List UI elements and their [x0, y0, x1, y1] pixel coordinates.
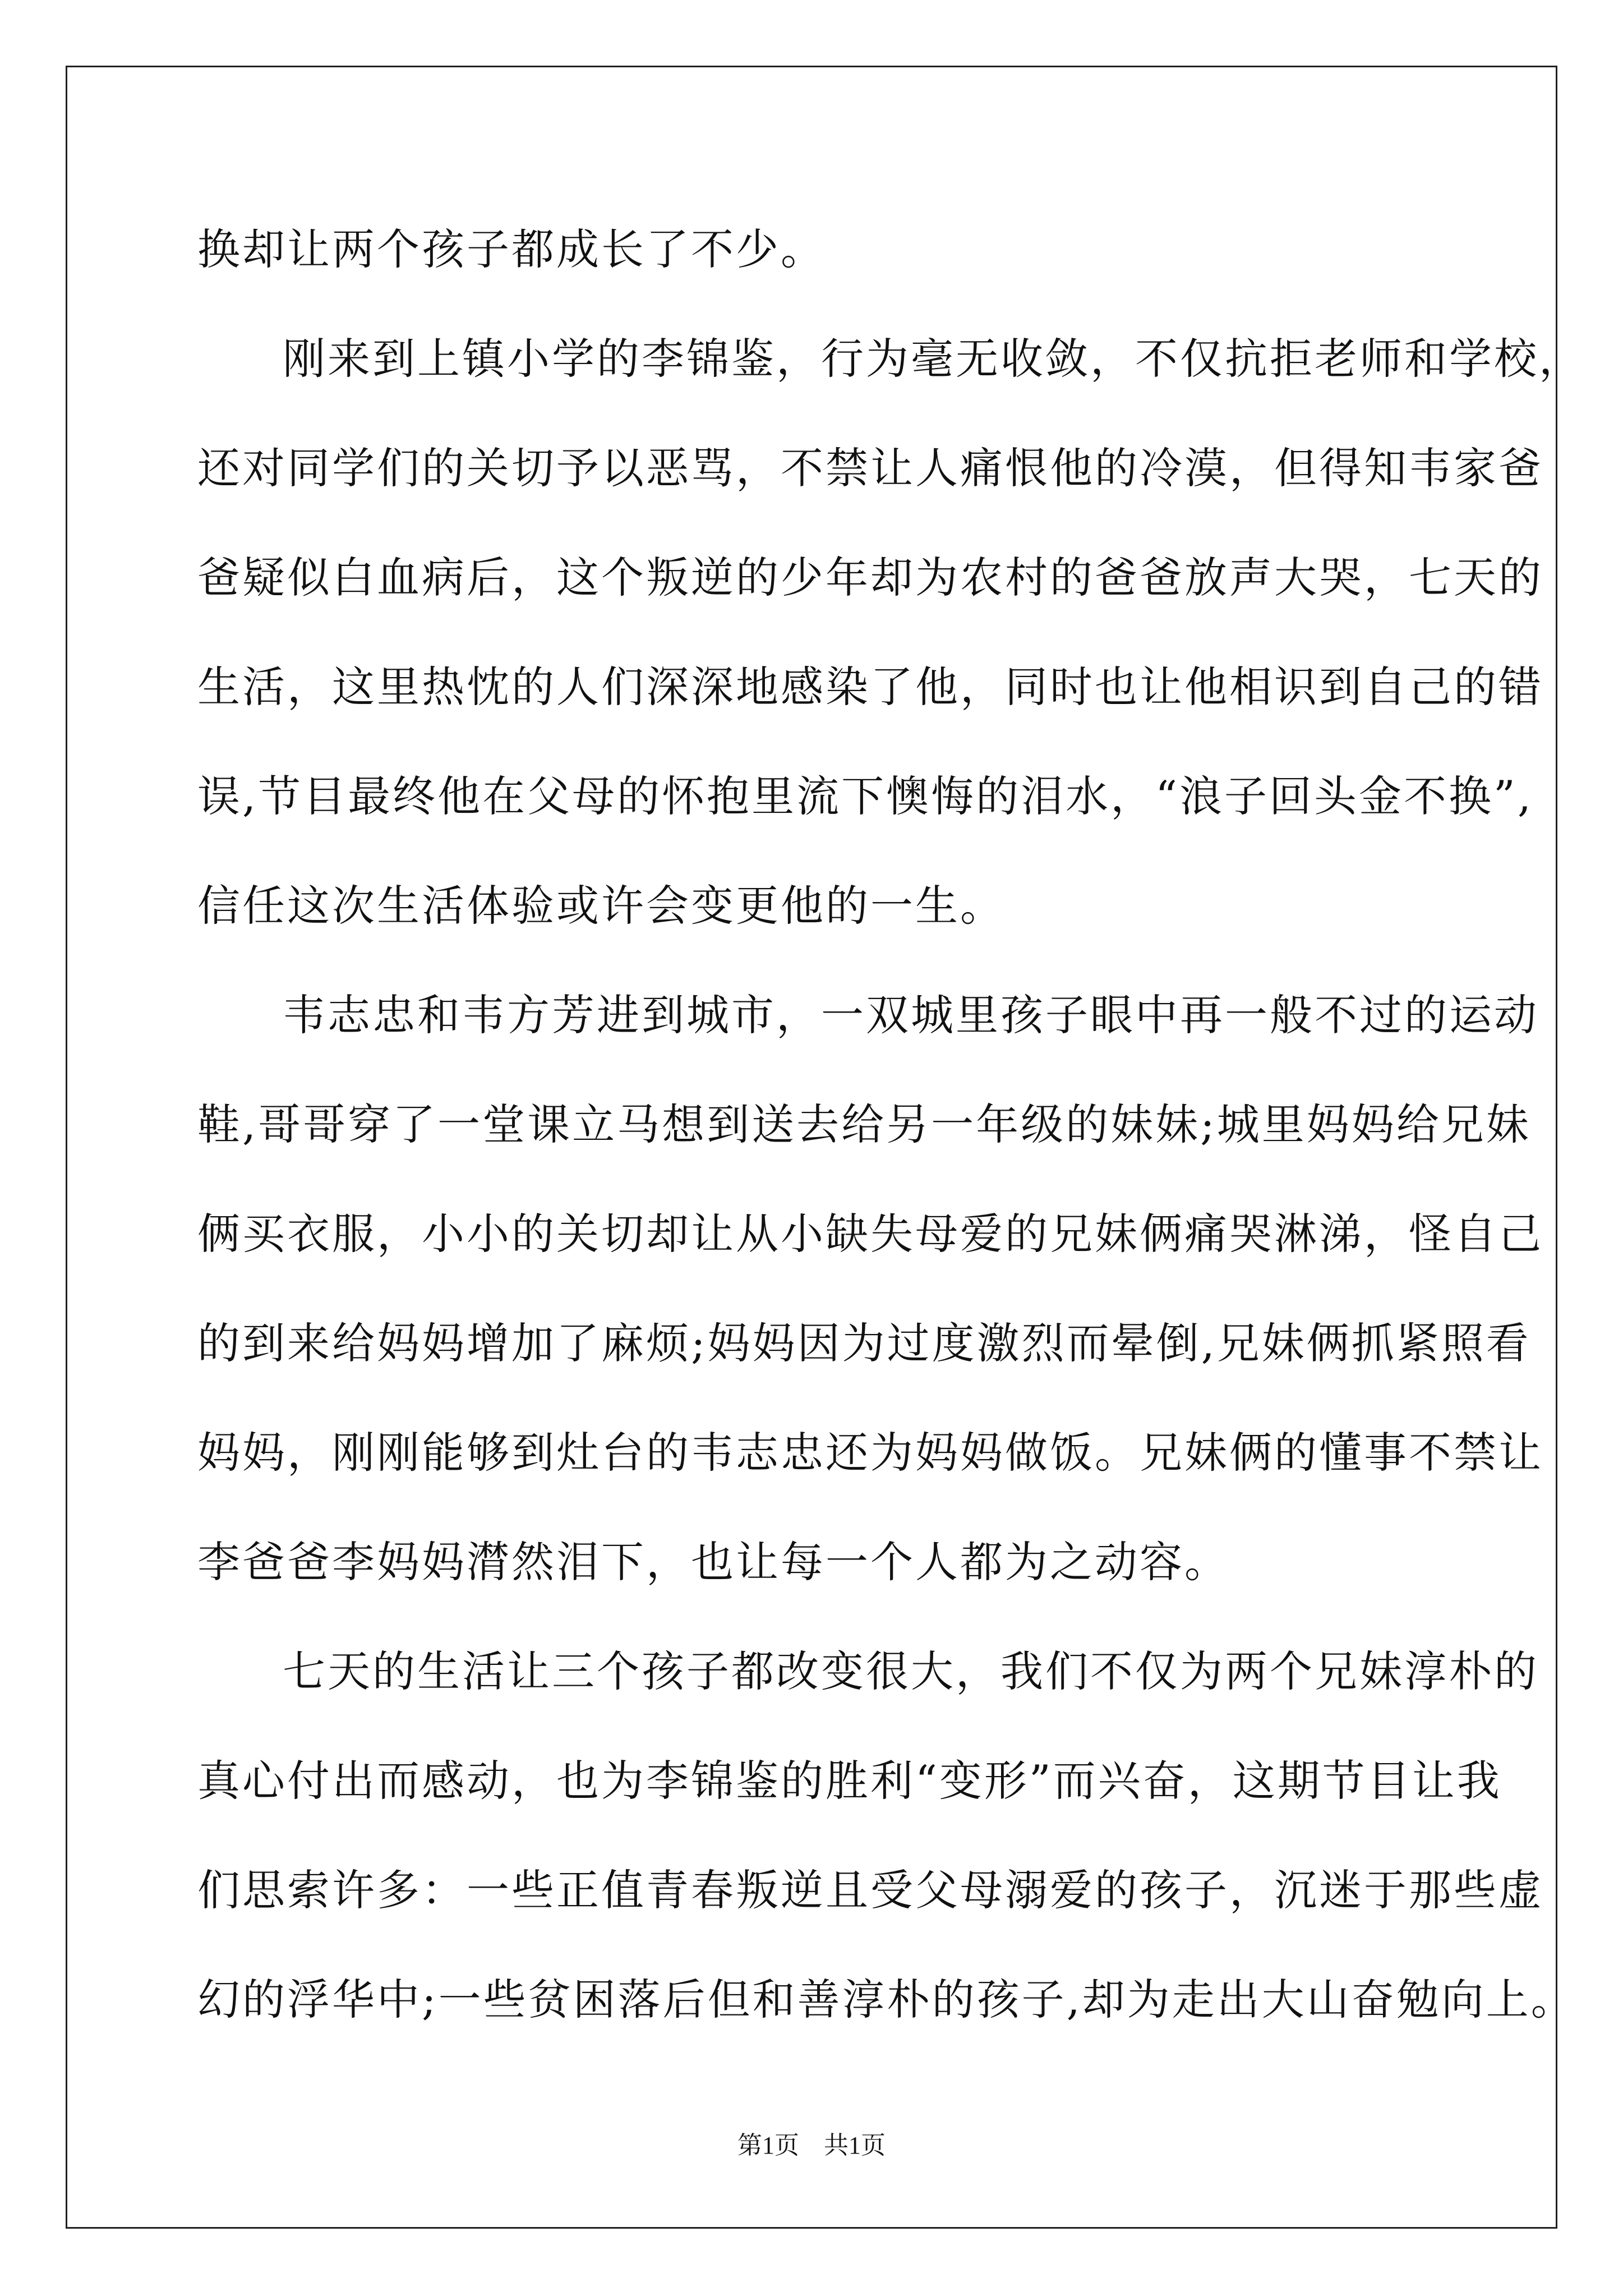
text-line: 俩买衣服，小小的关切却让从小缺失母爱的兄妹俩痛哭淋涕，怪自己 — [197, 1209, 1543, 1259]
text-line: 换却让两个孩子都成长了不少。 — [197, 224, 826, 274]
text-line: 误,节目最终他在父母的怀抱里流下懊悔的泪水，“浪子回头金不换”, — [197, 771, 1534, 821]
text-line: 还对同学们的关切予以恶骂，不禁让人痛恨他的冷漠，但得知韦家爸 — [197, 443, 1543, 493]
text-line: 爸疑似白血病后，这个叛逆的少年却为农村的爸爸放声大哭，七天的 — [197, 553, 1543, 602]
paragraph-first-line: 韦志忠和韦方芳进到城市，一双城里孩子眼中再一般不过的运动 — [283, 990, 1539, 1040]
text-line: 妈妈，刚刚能够到灶台的韦志忠还为妈妈做饭。兄妹俩的懂事不禁让 — [197, 1428, 1543, 1478]
text-line: 李爸爸李妈妈潸然泪下，也让每一个人都为之动容。 — [197, 1537, 1229, 1587]
paragraph-first-line: 七天的生活让三个孩子都改变很大，我们不仅为两个兄妹淳朴的 — [283, 1646, 1539, 1696]
text-line: 们思索许多：一些正值青春叛逆且受父母溺爱的孩子，沉迷于那些虚 — [197, 1865, 1543, 1915]
text-line: 鞋,哥哥穿了一堂课立马想到送去给另一年级的妹妹;城里妈妈给兄妹 — [197, 1099, 1531, 1149]
text-line: 幻的浮华中;一些贫困落后但和善淳朴的孩子,却为走出大山奋勉向上。 — [197, 1975, 1576, 2024]
text-line: 的到来给妈妈增加了麻烦;妈妈因为过度激烈而晕倒,兄妹俩抓紧照看 — [197, 1318, 1531, 1368]
text-line: 信任这次生活体验或许会变更他的一生。 — [197, 881, 1005, 931]
paragraph-first-line: 刚来到上镇小学的李锦鉴，行为毫无收敛，不仅抗拒老师和学校， — [283, 334, 1584, 384]
text-line: 真心付出而感动，也为李锦鉴的胜利“变形”而兴奋，这期节目让我 — [197, 1756, 1502, 1806]
text-line: 生活，这里热忱的人们深深地感染了他，同时也让他相识到自己的错 — [197, 662, 1543, 712]
page-footer: 第1页 共1页 — [737, 2132, 886, 2159]
